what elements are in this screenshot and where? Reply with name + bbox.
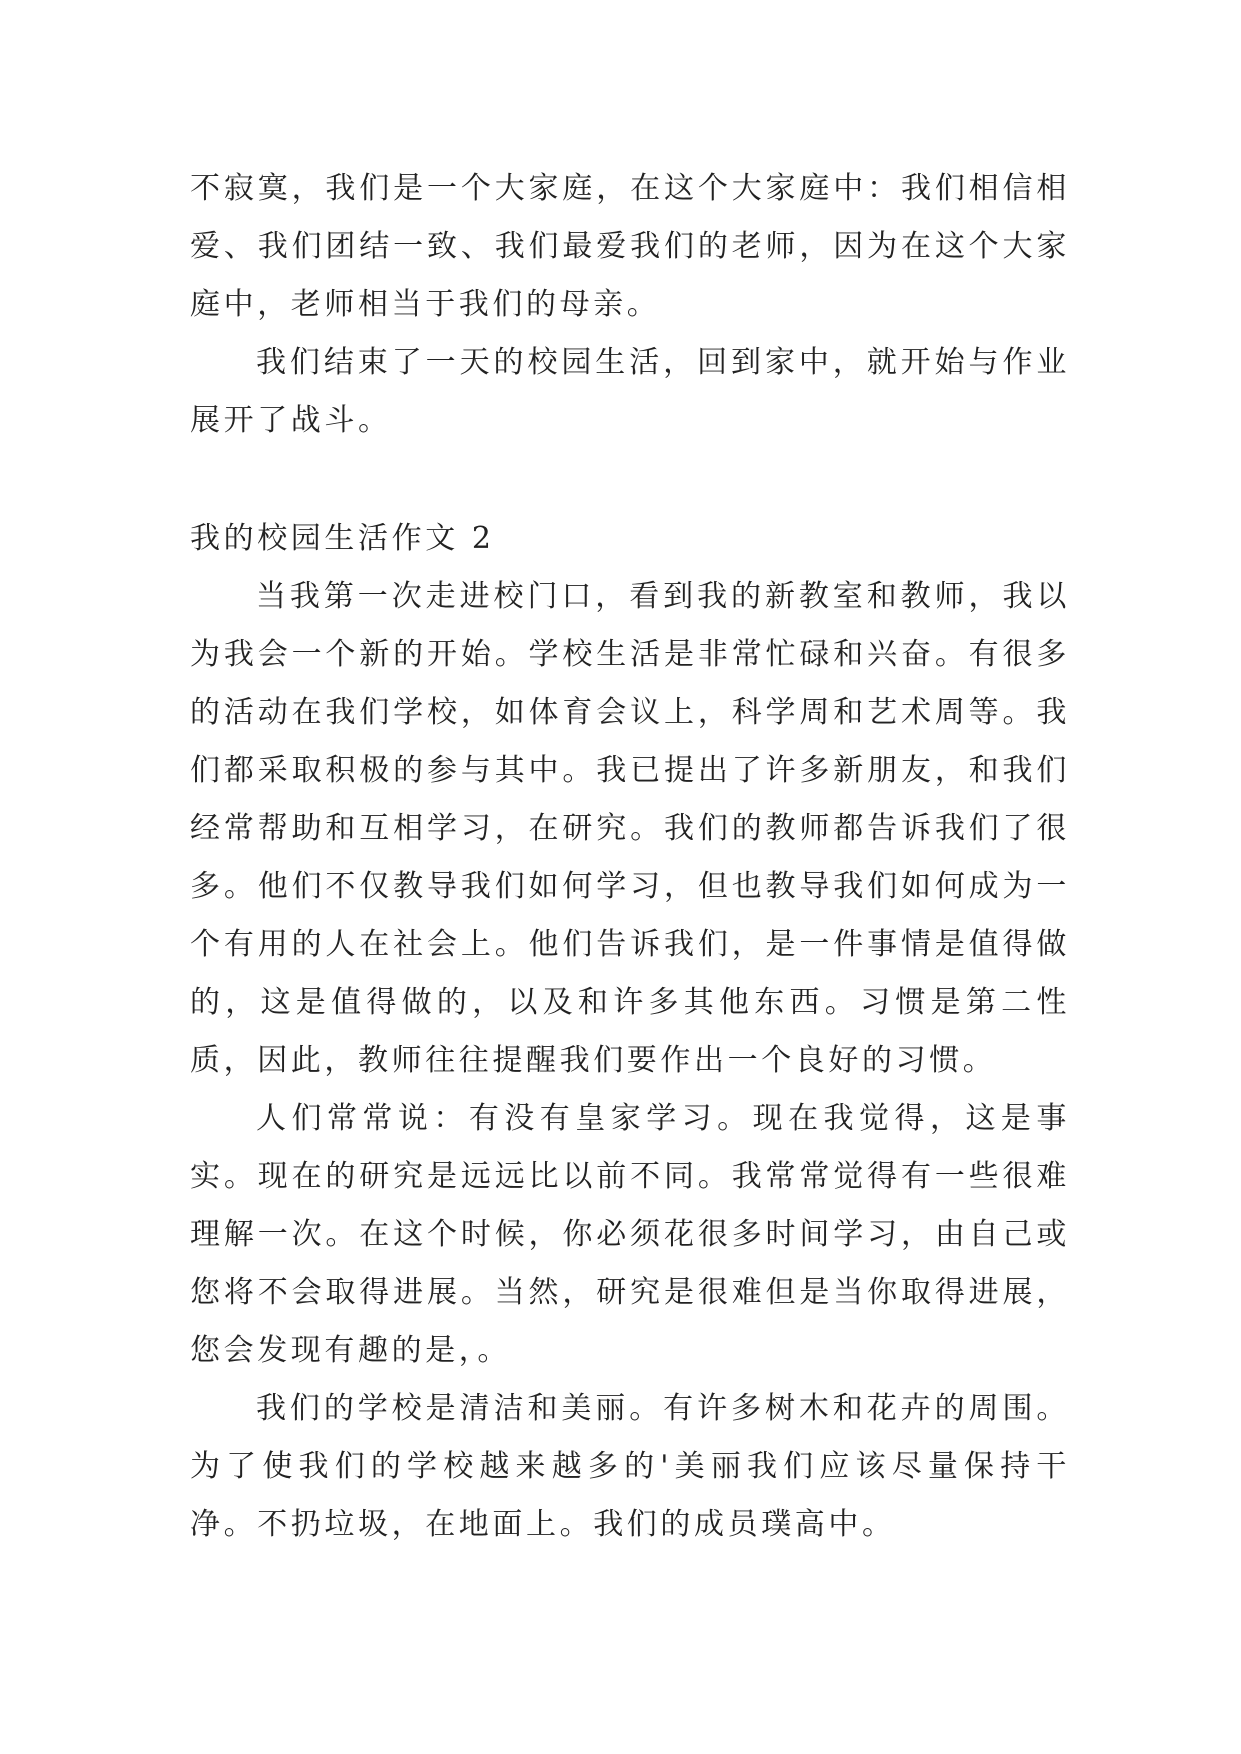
paragraph-continuation: 不寂寞，我们是一个大家庭，在这个大家庭中：我们相信相爱、我们团结一致、我们最爱我们的老师，因为在这个大家庭中，老师相当于我们的母亲。 [190,171,1070,322]
paragraph-school-life: 当我第一次走进校门口，看到我的新教室和教师，我以为我会一个新的开始。学校生活是非常忙碌和兴奋。有很多的活动在我们学校，如体育会议上，科学周和艺术周等。我们都采取积极的参与其中。我已提出了许多新朋友，和我们经常帮助和互相学习，在研究。我们的教师都告诉我们了很多。他们不仅教导我们如何学习，但也教导我们如何成为一个有用的人在社会上。他们告诉我们，是一件事情是值得做的，这是值得做的，以及和许多其他东西。习惯是第二性质，因此，教师往往提醒我们要作出一个良好的习惯。 [190,579,1070,1078]
paragraph-study: 人们常常说：有没有皇家学习。现在我觉得，这是事实。现在的研究是远远比以前不同。我常常觉得有一些很难理解一次。在这个时候，你必须花很多时间学习，由自己或您将不会取得进展。当然，研究是很难但是当你取得进展，您会发现有趣的是，。 [190,1101,1070,1368]
section-title: 我的校园生活作文 2 [190,521,495,556]
paragraph-school-environment: 我们的学校是清洁和美丽。有许多树木和花卉的周围。为了使我们的学校越来越多的'美丽我们应该尽量保持干净。不扔垃圾，在地面上。我们的成员璞高中。 [190,1391,1070,1542]
paragraph-homework: 我们结束了一天的校园生活，回到家中，就开始与作业展开了战斗。 [190,345,1070,438]
document-body [190,160,1070,1554]
